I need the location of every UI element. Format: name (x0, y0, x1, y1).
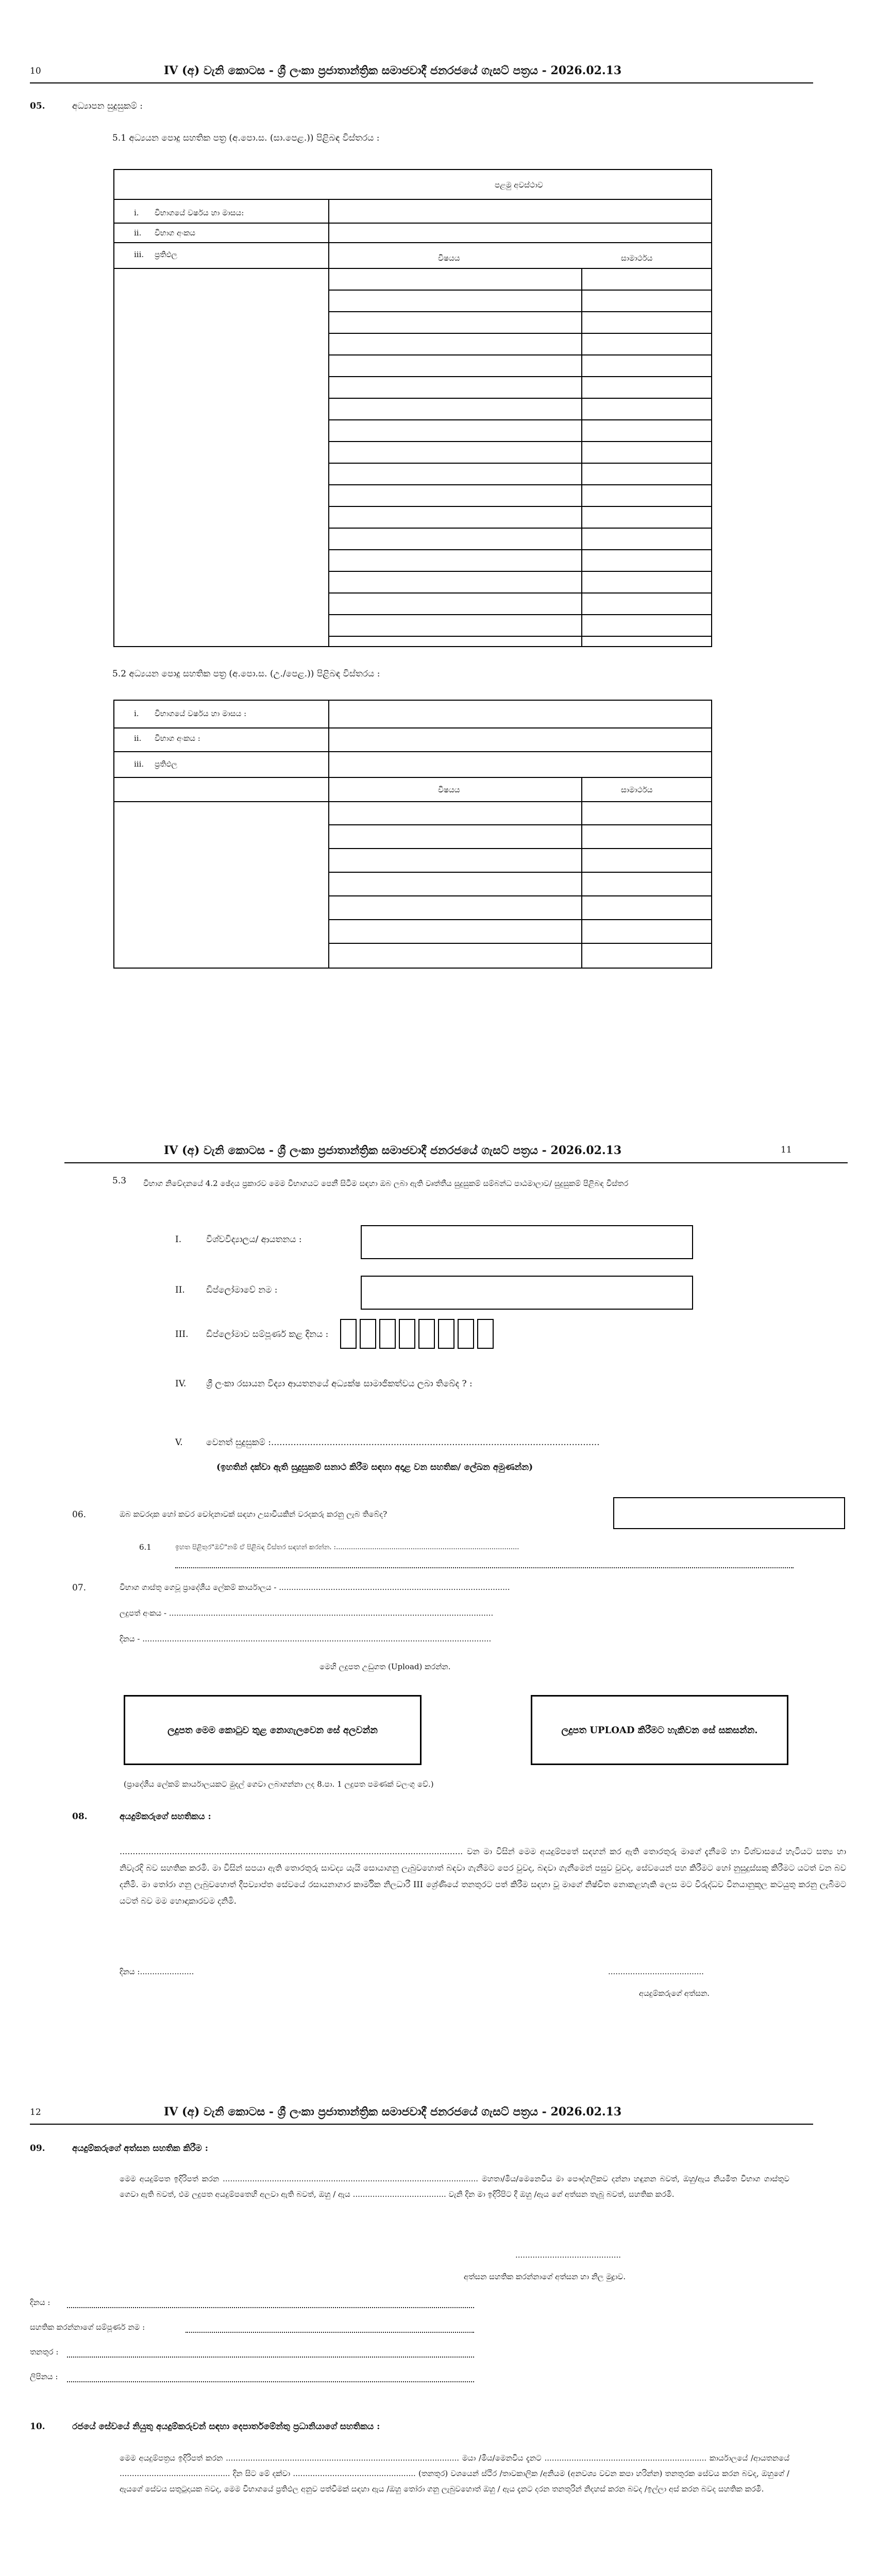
results-label: ප්‍රතිඵල (155, 250, 177, 259)
table-rule (328, 199, 329, 647)
exam-year-label: විභාගයේ වර්ෂය හා මාසය : (155, 709, 247, 718)
signature-certification-text: මෙම අයදුම්පත ඉදිරිපත් කරන ........................................................................................................ මහතා/මිය/මෙනෙවිය මා පෞද්ගලිකව දන්නා හඳුනන බවත්, ඔහු/ඇය නියමිත විභාග ගාස්තුව ගෙවා ඇති බවත්, එම ලදුපත අයදුම්පතෙහි අලවා ඇති බවත්, ඔහු / ඇය ...................................... වැනි දින මා ඉදිරිපිට දී ඔහු /ඇය ගේ අත්සන තැබූ බවත්, සහතික කරමි. (120, 2174, 789, 2199)
result-row-line (328, 571, 712, 572)
item-number: I. (175, 1234, 182, 1245)
table-rule (581, 777, 582, 969)
applicant-signature-line[interactable]: ....................................... (608, 1967, 704, 1976)
section-title: අයදුම්කරුගේ සහතිකය : (120, 1811, 211, 1822)
certifier-field-line[interactable] (67, 2381, 474, 2382)
certifier-field-label: ලිපිනය : (30, 2372, 58, 2381)
subject-heading: විෂයය (438, 785, 460, 794)
receipt-validity-note: (ප්‍රාදේශීය ලේකම් කාර්යාලයකට මුදල් ගෙවා ලබාගන්නා ලද 8.පා. 1 ලදුපත පමණක් වලංගු වේ.) (124, 1780, 434, 1789)
subsection-title: 5.1 අධ්‍යයන පොදු සහතික පත්‍ර (අ.පො.ස. (සා.පෙළ.)) පිළිබඳ විස්තරය : (112, 133, 380, 143)
exam-index-label: විභාග අංකය (155, 228, 196, 238)
item-number: V. (175, 1437, 183, 1448)
university-label: විශ්වවිද්‍යාලය/ ආයතනය : (206, 1234, 302, 1245)
certifier-field-label: සහතික කරන්නාගේ සම්පූර්ණ නම : (30, 2323, 145, 2332)
section-title: රජයේ සේවයේ නියුතු අයදුම්කරුවන් සඳහා දෙපාර්තමේන්තු ප්‍රධානියාගේ සහතිකය : (72, 2421, 380, 2432)
page-header: IV (අ) වැනි කොටස - ශ්‍රී ලංකා ප්‍රජාතාන්ත්‍රික සමාජවාදී ජනරජයේ ගැසට් පත්‍රය - 2026.02.13 (164, 64, 622, 77)
section-number: 06. (72, 1510, 87, 1520)
result-row-line (328, 398, 712, 399)
result-row-line (328, 463, 712, 464)
result-row-line (328, 528, 712, 529)
conviction-details-line[interactable] (175, 1567, 794, 1568)
result-row-line (328, 592, 712, 594)
table-rule (113, 777, 712, 778)
result-row-line (328, 311, 712, 312)
page-number: 12 (30, 2107, 41, 2117)
certifier-signature-label: අත්සන සහතික කරන්නාගේ අත්සන හා නිල මුද්‍රාව. (464, 2272, 626, 2281)
subsection-number: 5.3 (112, 1176, 127, 1186)
result-row-line (328, 333, 712, 334)
qualification-intro: විභාග නිවේදනයේ 4.2 ඡේදය ප්‍රකාරව මෙම විභාගයට පෙනී සිටීම සඳහා ඔබ ලබා ඇති වෘත්තීය සුදුසුකම් සම්බන්ධ පාඨමාලාව/ සුදුසුකම් පිළිබඳ විස්තර (143, 1179, 629, 1188)
table-rule (113, 199, 712, 200)
table-rule (113, 223, 712, 224)
row-number: iii. (134, 759, 144, 769)
certifier-field-label: තනතුර : (30, 2347, 59, 2357)
completion-date-input[interactable] (340, 1319, 497, 1349)
conviction-answer-box[interactable] (613, 1497, 845, 1529)
fee-office-field[interactable]: විභාග ගාස්තු ගෙවූ ප්‍රාදේශීය ලේකම් කාර්යාලය - .............................................................................................. (120, 1583, 510, 1592)
university-input[interactable] (361, 1225, 693, 1259)
conviction-details-field[interactable]: ඉහත පිළිතුර"ඔව්"නම් ඒ පිළිබඳ විස්තර සඳහන් කරන්න. :...................................................................................... (175, 1544, 519, 1551)
results-label: ප්‍රතිඵල (155, 759, 177, 769)
diploma-name-input[interactable] (361, 1276, 693, 1310)
qualification-note: (ඉහතින් දක්වා ඇති සුදුසුකම් සනාථ කිරීම සඳහා අදාළ වන සහතික/ ලේඛන අමුණන්න) (216, 1462, 533, 1472)
other-qualifications-field[interactable]: වෙනත් සුදුසුකම් :...................................................................................................................... (206, 1437, 600, 1448)
certifier-field-line[interactable] (67, 2307, 474, 2308)
header-rule (30, 82, 813, 83)
table-rule (113, 268, 712, 269)
declaration-date-field[interactable]: දිනය :...................... (120, 1967, 194, 1976)
table-rule (113, 727, 712, 728)
result-row-line (328, 824, 712, 825)
page-number: 10 (30, 66, 41, 76)
table-rule (328, 700, 329, 969)
item-number: IV. (175, 1379, 187, 1389)
result-row-line (328, 872, 712, 873)
section-number: 08. (72, 1811, 88, 1822)
result-row-line (328, 636, 712, 637)
subsection-title: 5.2 අධ්‍යයන පොදු සහතික පත්‍ර (අ.පො.ස. (උ./පෙළ.)) පිළිබඳ විස්තරය : (112, 669, 380, 679)
applicant-signature-label: අයදුම්කරුගේ අත්සන. (639, 1989, 710, 1998)
certifier-signature-line[interactable]: ........................................... (515, 2250, 621, 2260)
section-title: අයදුම්කරුගේ අත්සන සහතික කිරීම : (72, 2143, 208, 2154)
result-row-line (328, 506, 712, 507)
certifier-field-line[interactable] (186, 2332, 474, 2333)
section-title: අධ්‍යාපන සුදුසුකම් : (72, 101, 143, 111)
table-rule (113, 242, 712, 243)
table-rule (113, 801, 712, 802)
header-rule (30, 2124, 813, 2125)
subsection-number: 6.1 (139, 1543, 151, 1552)
item-number: II. (175, 1285, 185, 1295)
upload-instruction: මෙහි ලදුපත උඩුගත (Upload) කරන්න. (319, 1662, 451, 1671)
item-number: III. (175, 1329, 189, 1340)
table-rule (113, 751, 712, 752)
row-number: i. (134, 709, 139, 718)
grade-heading: සාමාර්ථය (621, 785, 653, 794)
result-row-line (328, 848, 712, 849)
result-row-line (328, 354, 712, 355)
certifier-field-label: දිනය : (30, 2298, 50, 2307)
section-number: 07. (72, 1583, 87, 1593)
ol-table (113, 169, 712, 647)
page-number: 11 (781, 1145, 792, 1155)
result-row-line (328, 943, 712, 944)
al-table (113, 700, 712, 969)
table-rule (581, 268, 582, 647)
conviction-question: ඔබ කවරදාක හෝ කවර චෝදනාවක් සඳහා උසාවියකින් වරදකරු කරනු ලැබ තිබේද? (120, 1510, 388, 1519)
completion-date-label: ඩිප්ලෝමාව සම්පූර්ණ කළ දිනය : (206, 1329, 329, 1340)
first-attempt-heading: පළමු අවස්ථාව (495, 180, 543, 190)
row-number: ii. (134, 228, 142, 238)
row-number: ii. (134, 734, 142, 743)
receipt-number-field[interactable]: ලදුපත් අංකය - .................................................................................................................................... (120, 1608, 494, 1618)
ichem-membership-label: ශ්‍රී ලංකා රසායන විද්‍යා ආයතනයේ අධ්‍යක්ෂ සාමාජිකත්වය ලබා තිබේද ? : (206, 1379, 473, 1389)
result-row-line (328, 419, 712, 420)
result-row-line (328, 376, 712, 377)
certifier-field-line[interactable] (67, 2357, 474, 2358)
applicant-declaration: ................................................................................................................................... වන මා විසින් මෙම අයදුම්පතේ සඳහන් කර ඇති තොරතුරු මාගේ දැනීමේ හා විශ්වාසයේ හැටියට සත්‍ය හා නිවැරදි බව සහතික කරමි. මා විසින් සපයා ඇති තොරතුරු සාවද්‍ය යැයි සොයාගනු ලැබුවහොත් බඳවා ගැනීමට පෙර වුවද, බඳවා ගැනීමෙන් පසුව වුවද, සේවයෙන් පහ කිරීමට හෝ නුසුදුස්සකු කිරීමට යටත් වන බව දනිමි. මා තෝරා ගනු ලැබුවහොත් දීපව්‍යාප්ත සේවයේ රසායනාගාර කාර්මික නිලධාරී III ශ්‍රේණියේ තනතුරට පත් කිරීම සඳහා වූ මාගේ නිෂ්චිත නොකළහැකි ලෙස මට විරුද්ධව විනයානුකූල කටයුතු කරනු ලැබීමට යටත් බව මම හොඳාකාරවම දනිමි. (120, 1846, 846, 1906)
diploma-name-label: ඩිප්ලෝමාවේ නම : (206, 1285, 278, 1295)
row-number: i. (134, 208, 139, 217)
paste-receipt-box[interactable]: ලදුපත මෙම කොටුව තුළ නොගැලවෙන සේ අලවන්න (124, 1695, 422, 1765)
exam-index-label: විභාග අංකය : (155, 734, 200, 743)
department-head-certification-text: මෙම අයදුම්පත්‍රය ඉදිරිපත් කරන ............................................................................................... මයා /මිය/මෙනවිය දැනට .................................................................. කාර්යාලයේ /ආයතනයේ ............................................. දින සිට මේ දක්වා .................................................. (තනතුර) වශයෙන් ස්ථිර /තාවකාලික /අනියම (අනවශ්‍ය වචන කපා හරින්න) තනතුරක සේවය කරන බවද, ඔහුගේ / ඇයගේ සේවය සතුටුදායක බවද, මෙම විභාගයේ ප්‍රතිඵල අනුව පත්වීමක් සඳහා ඇය /ඔහු තෝරා ගනු ලැබුවහොත් ඔහු / ඇය දැනට දරන තනතුරින් නිදහස් කරන බවද /ඉල්ලා අස් කරන බවද සහතික කරමි. (120, 2453, 789, 2494)
section-number: 09. (30, 2143, 45, 2154)
result-row-line (328, 919, 712, 920)
exam-year-label: විභාගයේ වර්ෂය හා මාසය: (155, 208, 244, 217)
upload-receipt-button[interactable]: ලදුපත UPLOAD කිරීමට හැකිවන සේ සකසන්න. (531, 1695, 788, 1765)
section-number: 05. (30, 101, 45, 111)
result-row-line (328, 290, 712, 291)
result-row-line (328, 441, 712, 442)
grade-heading: සාමාර්ථය (621, 253, 653, 263)
page-header: IV (අ) වැනි කොටස - ශ්‍රී ලංකා ප්‍රජාතාන්ත්‍රික සමාජවාදී ජනරජයේ ගැසට් පත්‍රය - 2026.02.13 (164, 2105, 622, 2119)
receipt-date-field[interactable]: දිනය - .............................................................................................................................................. (120, 1634, 492, 1643)
subject-heading: විෂයය (438, 253, 460, 263)
result-row-line (328, 614, 712, 615)
result-row-line (328, 549, 712, 550)
section-number: 10. (30, 2421, 45, 2432)
page-header: IV (අ) වැනි කොටස - ශ්‍රී ලංකා ප්‍රජාතාන්ත්‍රික සමාජවාදී ජනරජයේ ගැසට් පත්‍රය - 2026.02.13 (164, 1144, 622, 1157)
result-row-line (328, 484, 712, 485)
result-row-line (328, 895, 712, 896)
row-number: iii. (134, 250, 144, 259)
header-rule (64, 1162, 848, 1163)
